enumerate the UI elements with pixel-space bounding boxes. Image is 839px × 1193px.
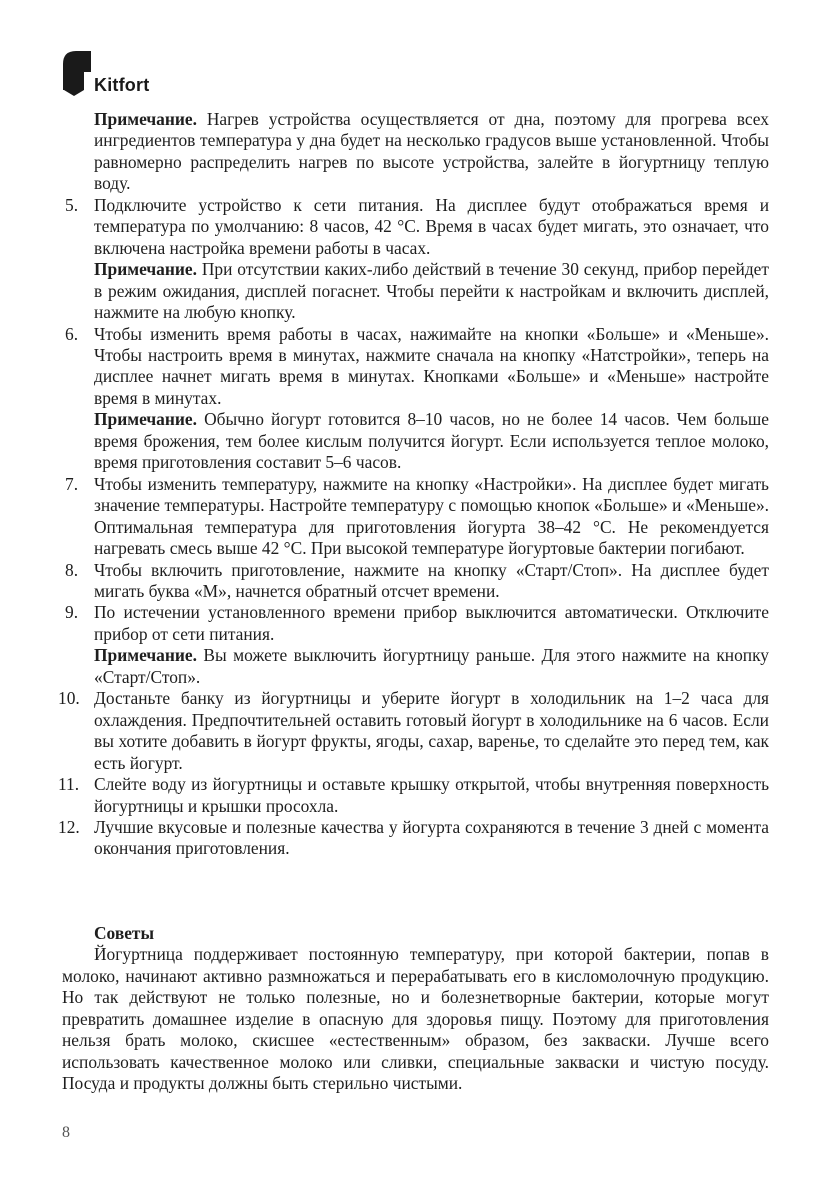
step-item <box>65 194 769 324</box>
step-item <box>58 816 769 860</box>
step-item <box>65 473 769 560</box>
note-text: При отсутствии каких-либо действий в течение 30 секунд, прибор перейдет в режим ожидания, дисплей погаснет. Чтобы перейти к настройкам и включить дисплей, нажмите на любую кнопку. <box>94 259 769 323</box>
note-label: Примечание. <box>94 259 197 280</box>
step-number: 7. <box>65 473 79 494</box>
note-paragraph <box>94 109 769 195</box>
tips-paragraph: Йогуртница поддерживает постоянную температуру, при которой бактерии, попав в молоко, начинают активно размножаться и перерабатывать его в кисломолочную продукцию. Но так действуют не только полезные, но и болезнетворные бактерии, которые могут превратить домашнее изделие в опасную для здоровья пищу. Поэтому для приготовления нельзя брать молоко, скисшее «естественным» образом, без закваски. Лучше всего использовать качественное молоко или сливки, специальные закваски и чистую посуду. Посуда и продукты должны быть стерильно чистыми. <box>62 944 769 1094</box>
step-number: 6. <box>65 323 79 344</box>
note-paragraph <box>94 409 769 473</box>
step-number: 5. <box>65 194 79 215</box>
page-number: 8 <box>62 1124 70 1141</box>
tips-section <box>62 923 769 1095</box>
step-text: Достаньте банку из йогуртницы и уберите йогурт в холодильник на 1–2 часа для охлаждения. Предпочтительней оставить готовый йогурт в холодильнике на 6 часов. Если вы хотите добавить в йогурт фрукты, ягоды, сахар, варенье, то сделайте это перед тем, как есть йогурт. <box>94 688 769 773</box>
step-text: Чтобы изменить время работы в часах, нажимайте на кнопки «Больше» и «Меньше». Чтобы настроить время в минутах, нажмите сначала на кнопку «Натстройки», теперь на дисплее начнет мигать время в минутах. Кнопками «Больше» и «Меньше» настройте время в минутах. <box>94 323 769 408</box>
note-paragraph <box>94 645 769 688</box>
brand-name: Kitfort <box>94 75 150 95</box>
step-text: Подключите устройство к сети питания. На дисплее будут отображаться время и температура по умолчанию: 8 часов, 42 °C. Время в часах будет мигать, это означает, что включена настройка времени работы в часах. <box>94 194 769 258</box>
note-text: Нагрев устройства осуществляется от дна, поэтому для прогрева всех ингредиентов температура у дна будет на несколько градусов выше установленной. Чтобы равномерно распределить нагрев по высоте устройства, залейте в йогуртницу теплую воду. <box>94 109 769 194</box>
instructions-body <box>58 109 769 860</box>
step-item <box>65 323 769 474</box>
note-label: Примечание. <box>94 645 197 666</box>
note-paragraph <box>94 259 769 323</box>
step-item <box>58 774 769 817</box>
step-number: 12. <box>58 816 80 837</box>
note-text: Вы можете выключить йогуртницу раньше. Для этого нажмите на кнопку «Старт/Стоп». <box>94 645 769 687</box>
step-number: 9. <box>65 602 79 623</box>
step-text: Чтобы изменить температуру, нажмите на кнопку «Настройки». На дисплее будет мигать значение температуры. Настройте температуру с помощью кнопок «Больше» и «Меньше». Оптимальная температура для приготовления йогурта 38–42 °C. Не рекомендуется нагревать смесь выше 42 °C. При высокой температуре йогуртовые бактерии погибают. <box>94 473 769 559</box>
step-item <box>58 688 769 774</box>
note-label: Примечание. <box>94 109 197 129</box>
step-text: Лучшие вкусовые и полезные качества у йогурта сохраняются в течение 3 дней с момента окончания приготовления. <box>94 816 769 859</box>
note-text: Обычно йогурт готовится 8–10 часов, но не более 14 часов. Чем больше время брожения, тем более кислым получится йогурт. Если используется теплое молоко, время приготовления составит 5–6 часов. <box>94 409 769 473</box>
step-text: Чтобы включить приготовление, нажмите на кнопку «Старт/Стоп». На дисплее будет мигать буква «М», начнется обратный отсчет времени. <box>94 559 769 601</box>
step-text: По истечении установленного времени прибор выключится автоматически. Отключите прибор от сети питания. <box>94 602 769 644</box>
tips-heading: Советы <box>94 923 155 943</box>
step-number: 11. <box>58 774 80 795</box>
step-text: Слейте воду из йогуртницы и оставьте крышку открытой, чтобы внутренняя поверхность йогуртницы и крышки просохла. <box>94 774 769 816</box>
step-item <box>65 602 769 688</box>
kitfort-logo-mark-icon <box>62 50 92 96</box>
step-item <box>65 559 769 603</box>
step-number: 8. <box>65 559 79 580</box>
note-label: Примечание. <box>94 409 197 430</box>
step-number: 10. <box>58 688 80 709</box>
